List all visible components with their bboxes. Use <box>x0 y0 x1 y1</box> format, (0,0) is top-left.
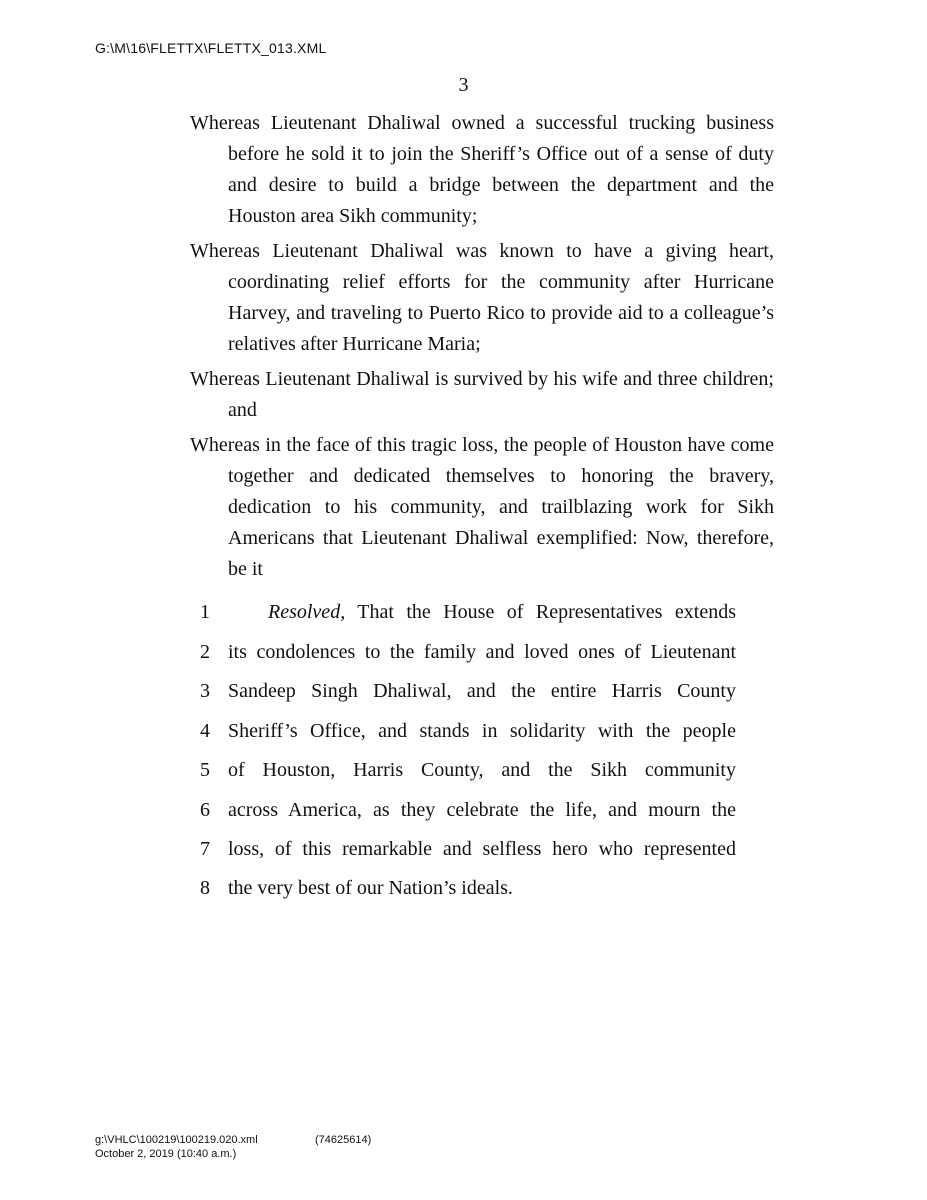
line-number: 1 <box>200 601 210 623</box>
resolution-line <box>0 755 927 785</box>
footer-date: October 2, 2019 (10:40 a.m.) <box>95 1148 237 1160</box>
line-number: 3 <box>200 680 210 702</box>
line-text: Sandeep Singh Dhaliwal, and the entire Harris County <box>228 680 736 702</box>
line-text: Sheriff’s Office, and stands in solidarity with the people <box>228 720 736 742</box>
line-number: 7 <box>200 838 210 860</box>
line-text: loss, of this remarkable and selfless hero who represented <box>228 838 736 860</box>
whereas-clause: Whereas Lieutenant Dhaliwal owned a successful trucking business before he sold it to join the Sheriff’s Office out of a sense of duty and desire to build a bridge between the department and the Houston area Sikh community; <box>190 112 774 227</box>
line-text: its condolences to the family and loved ones of Lieutenant <box>228 641 736 663</box>
line-number: 8 <box>200 877 210 899</box>
line-number: 5 <box>200 759 210 781</box>
line-text: across America, as they celebrate the life, and mourn the <box>228 799 736 821</box>
whereas-clause: Whereas Lieutenant Dhaliwal is survived by his wife and three children; and <box>190 368 774 421</box>
footer <box>95 1133 372 1161</box>
resolution-line <box>0 676 927 706</box>
line-number: 6 <box>200 799 210 821</box>
resolution-line <box>0 637 927 667</box>
line-number: 4 <box>200 720 210 742</box>
whereas-clause: Whereas in the face of this tragic loss, the people of Houston have come together and dedicated themselves to honoring the bravery, dedication to his community, and trailblazing work for Sikh Americans that Lieutenant Dhaliwal exemplified: Now, therefore, be it <box>190 434 774 580</box>
page-number: 3 <box>458 74 469 96</box>
whereas-clause: Whereas Lieutenant Dhaliwal was known to have a giving heart, coordinating relief efforts for the community after Hurricane Harvey, and traveling to Puerto Rico to provide aid to a colleague’s relatives after Hurricane Maria; <box>190 240 774 355</box>
line-number: 2 <box>200 641 210 663</box>
file-path: G:\M\16\FLETTX\FLETTX_013.XML <box>95 40 327 56</box>
resolution-line <box>0 834 927 864</box>
line-text: of Houston, Harris County, and the Sikh community <box>228 759 736 781</box>
resolution-line <box>0 716 927 746</box>
line-text <box>268 597 736 627</box>
footer-code: (74625614) <box>315 1134 372 1146</box>
resolution-line <box>0 795 927 825</box>
line-text: the very best of our Nation’s ideals. <box>228 877 513 899</box>
resolved-word: Resolved, <box>268 601 346 623</box>
line-text-rest: That the House of Representatives extends <box>345 601 736 623</box>
resolution-line <box>0 597 927 627</box>
footer-file-ref: g:\VHLC\100219\100219.020.xml <box>95 1134 258 1146</box>
resolution-line <box>0 873 927 903</box>
